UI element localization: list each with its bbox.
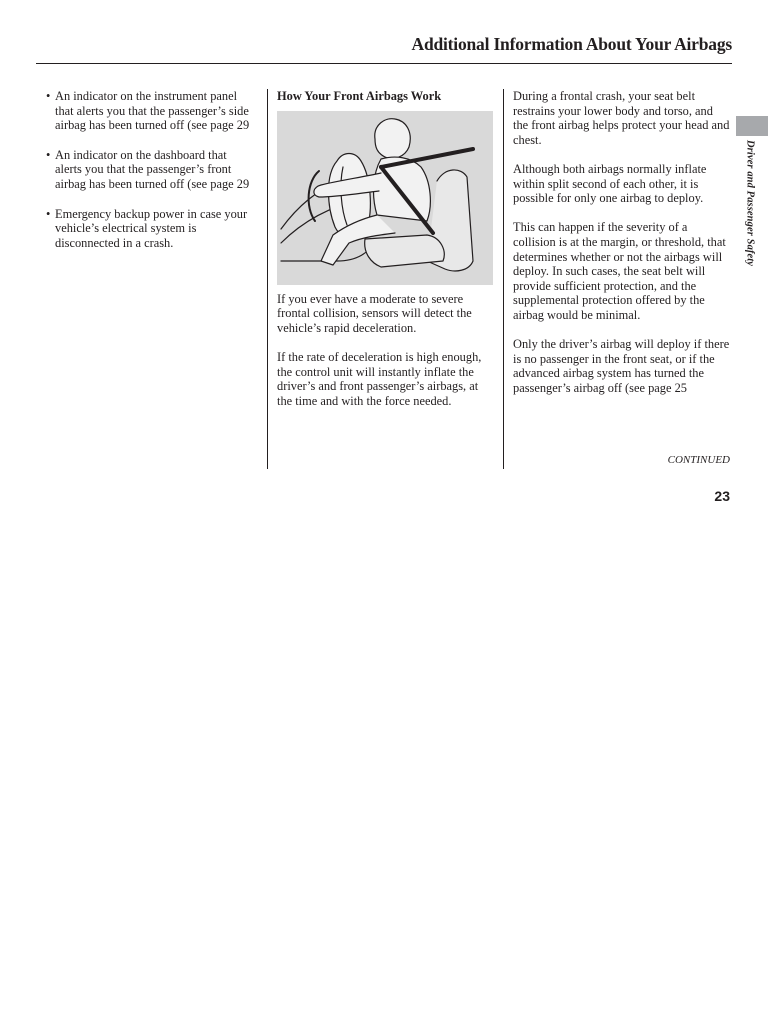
bullet-text: Emergency backup power in case your vehicle’s electrical system is disconnected in a crash. <box>55 206 248 250</box>
bullet-glyph: • <box>46 89 51 103</box>
section-tab-text: Driver and Passenger Safety <box>744 140 756 267</box>
paragraph: This can happen if the severity of a collision is at the margin, or threshold, that determines whether or not the airbags will deploy. In such cases, the seat belt will provide sufficient protection, and the supplemental protection offered by the airbag would be minimal. <box>513 220 726 322</box>
column-divider <box>267 89 268 469</box>
page-number: 23 <box>714 488 730 504</box>
column-2 <box>277 89 495 423</box>
bullet-text: An indicator on the instrument panel that alerts you that the passenger’s side airbag has been turned off (see page 29 <box>55 89 250 133</box>
paragraph: If the rate of deceleration is high enough, the control unit will instantly inflate the driver’s and front passenger’s airbags, at the time and with the force needed. <box>277 349 482 408</box>
section-tab-label <box>744 140 756 292</box>
column-3 <box>513 89 731 410</box>
continued-marker: CONTINUED <box>667 454 730 466</box>
list-item <box>46 207 256 251</box>
bullet-glyph: • <box>46 206 51 221</box>
bullet-glyph: • <box>46 147 51 162</box>
paragraph: Only the driver’s airbag will deploy if there is no passenger in the front seat, or if the advanced airbag system has turned the passenger’s airbag off (see page 25 <box>513 337 730 395</box>
list-item <box>46 148 256 192</box>
section-heading: How Your Front Airbags Work <box>277 89 442 103</box>
airbag-occupant-drawing <box>277 111 493 285</box>
column-divider <box>503 89 504 469</box>
airbag-illustration <box>277 111 493 285</box>
bullet-text: An indicator on the dashboard that alerts you that the passenger’s front airbag has been turned off (see page 29 <box>55 147 250 191</box>
column-1 <box>46 89 256 265</box>
section-tab-marker <box>736 116 768 136</box>
header-rule <box>36 63 732 64</box>
paragraph: If you ever have a moderate to severe frontal collision, sensors will detect the vehicle’s rapid deceleration. <box>277 291 472 335</box>
list-item <box>46 89 256 133</box>
paragraph: During a frontal crash, your seat belt restrains your lower body and torso, and the front airbag helps protect your head and chest. <box>513 89 730 147</box>
page-header-title: Additional Information About Your Airbags <box>411 34 732 54</box>
feature-bullet-list <box>46 89 256 250</box>
paragraph: Although both airbags normally inflate within split second of each other, it is possible for only one airbag to deploy. <box>513 161 707 206</box>
